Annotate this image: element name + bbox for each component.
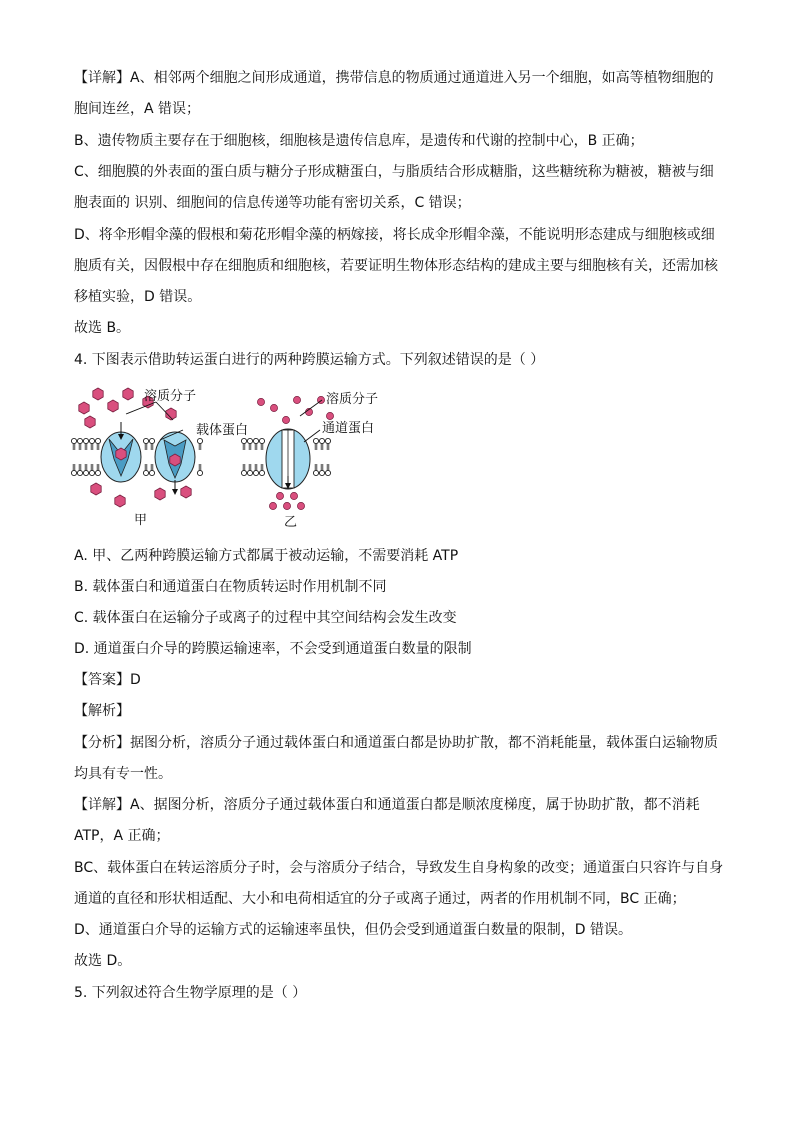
lipid-head	[319, 438, 324, 450]
transport-diagram	[68, 384, 398, 530]
detail-line-2: 胞间连丝，A 错误；	[74, 101, 201, 117]
lipid-head	[253, 464, 258, 476]
detail-line-3: B、遗传物质主要存在于细胞核，细胞核是遗传信息库，是遗传和代谢的控制中心，B 正确；	[74, 133, 644, 149]
lipid-head	[71, 438, 76, 450]
option-c: C. 载体蛋白在运输分子或离子的过程中其空间结构会发生改变	[74, 610, 457, 626]
lipid-head	[143, 438, 148, 450]
lipid-head	[83, 464, 88, 476]
lipid-head	[77, 464, 82, 476]
analysis-line-2: 均具有专一性。	[74, 766, 172, 782]
label-carrier: 载体蛋白	[196, 423, 249, 438]
lipid-head	[325, 438, 330, 450]
transport-figure	[68, 384, 398, 530]
label-channel: 通道蛋白	[322, 421, 375, 436]
lipid-head	[313, 464, 318, 476]
explain-line-5: D、通道蛋白介导的运输方式的运输速率虽快，但仍会受到通道蛋白数量的限制，D 错误。	[74, 922, 633, 938]
explain-line-1: 【详解】A、据图分析，溶质分子通过载体蛋白和通道蛋白都是顺浓度梯度，属于协助扩散，都不消耗	[74, 797, 700, 813]
detail-line-8: 移植实验，D 错误。	[74, 289, 202, 305]
detail-line-5: 胞表面的 识别、细胞间的信息传递等功能有密切关系，C 错误；	[74, 195, 471, 211]
answer: 【答案】D	[74, 672, 141, 688]
lipid-head	[313, 438, 318, 450]
label-solute-a: 溶质分子	[144, 389, 197, 404]
option-b: B. 载体蛋白和通道蛋白在物质转运时作用机制不同	[74, 579, 387, 595]
explain-line-4: 通道的直径和形状相适配、大小和电荷相适宜的分子或离子通过，两者的作用机制不同，BC 正确；	[74, 891, 686, 907]
lipid-head	[149, 464, 154, 476]
detail-line-7: 胞质有关，因假根中存在细胞质和细胞核，若要证明生物体形态结构的建成主要与细胞核有关，还需加核	[74, 258, 718, 274]
label-solute-b: 溶质分子	[326, 392, 379, 407]
lipid-head	[241, 438, 246, 450]
lipid-head	[197, 438, 202, 450]
lipid-head	[143, 464, 148, 476]
lipid-head	[89, 464, 94, 476]
explain-line-3: BC、载体蛋白在转运溶质分子时，会与溶质分子结合，导致发生自身构象的改变；通道蛋白只容许与自身	[74, 860, 724, 876]
analysis-heading: 【解析】	[74, 703, 130, 719]
option-a: A. 甲、乙两种跨膜运输方式都属于被动运输，不需要消耗 ATP	[74, 548, 459, 564]
explain-line-2: ATP，A 正确；	[74, 828, 170, 844]
analysis-line-1: 【分析】据图分析，溶质分子通过载体蛋白和通道蛋白都是协助扩散，都不消耗能量，载体蛋白运输物质	[74, 735, 718, 751]
label-jia: 甲	[134, 513, 148, 528]
lipid-head	[95, 438, 100, 450]
carrier-protein-1	[101, 432, 141, 482]
lipid-head	[89, 438, 94, 450]
lipid-head	[325, 464, 330, 476]
question-4: 4. 下图表示借助转运蛋白进行的两种跨膜运输方式。下列叙述错误的是（ ）	[74, 352, 545, 368]
explain-conclusion: 故选 D。	[74, 953, 132, 969]
lipid-head	[77, 438, 82, 450]
lipid-head	[83, 438, 88, 450]
detail-line-1: 【详解】A、相邻两个细胞之间形成通道，携带信息的物质通过通道进入另一个细胞，如高等植物细胞的	[74, 70, 714, 86]
lipid-head	[259, 438, 264, 450]
lipid-head	[259, 464, 264, 476]
conclusion-line: 故选 B。	[74, 320, 131, 336]
lipid-head	[197, 464, 202, 476]
lipid-head	[241, 464, 246, 476]
lipid-head	[95, 464, 100, 476]
lipid-head	[319, 464, 324, 476]
detail-line-6: D、将伞形帽伞藻的假根和菊花形帽伞藻的柄嫁接，将长成伞形帽伞藻，不能说明形态建成与细胞核或细	[74, 227, 715, 243]
lipid-head	[247, 438, 252, 450]
lipid-head	[247, 464, 252, 476]
lipid-head	[253, 438, 258, 450]
label-yi: 乙	[284, 515, 298, 530]
question-5: 5. 下列叙述符合生物学原理的是（ ）	[74, 985, 307, 1001]
detail-line-4: C、细胞膜的外表面的蛋白质与糖分子形成糖蛋白，与脂质结合形成糖脂，这些糖统称为糖被，糖被与细	[74, 164, 714, 180]
lipid-head	[149, 438, 154, 450]
lipid-head	[71, 464, 76, 476]
option-d: D. 通道蛋白介导的跨膜运输速率，不会受到通道蛋白数量的限制	[74, 641, 472, 657]
